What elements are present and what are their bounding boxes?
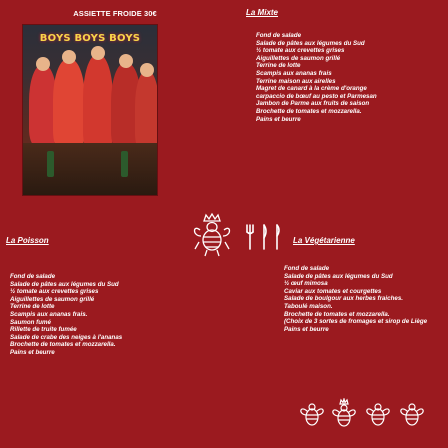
menu-item: Caviar aux tomates et courgettes (284, 287, 382, 295)
menu-item: Pains et beurre (284, 325, 329, 333)
poster-figure (135, 71, 158, 149)
poster-figure (83, 55, 113, 151)
menu-item: ½ tomate aux crevettes grises (10, 288, 99, 296)
bee-icon (367, 404, 389, 425)
menu-item: Brochette de tomates et mozzarella. (284, 310, 390, 318)
menu-item: Fond de salade (256, 32, 302, 39)
menu-item: Terrine maison aux airelles (256, 77, 336, 85)
crowned-bee-icon (333, 399, 355, 426)
section-title-vegetarienne: La Végétarienne (293, 236, 355, 245)
poster-ground (23, 143, 157, 195)
poster-head (140, 63, 154, 77)
menu-item: Pains et beurre (10, 348, 55, 356)
menu-item: Aiguillettes de saumon grillé (256, 54, 341, 62)
menu-item: Salade de boulgour aux herbes fraiches. (284, 295, 403, 303)
poster-bottle (47, 151, 54, 177)
menu-item: ½ œuf mimosa (284, 280, 328, 288)
bee-icon (301, 404, 323, 425)
poster-head (119, 54, 133, 68)
menu-item: Brochette de tomates et mozzarella. (10, 341, 116, 349)
mixte-menu-list (256, 32, 377, 123)
menu-item: Taboulé maison. (284, 302, 333, 310)
cutlery-icon (244, 222, 284, 252)
menu-item: ½ tomate aux crevettes grises (256, 47, 345, 55)
poster-head (91, 46, 105, 60)
poster-logo: BOYS BOYS BOYS (39, 33, 141, 44)
menu-item: Salade de pâtes aux légumes du Sud (256, 39, 365, 47)
menu-item: Scampis aux ananas frais. (10, 310, 88, 318)
menu-item: Fond de salade (284, 265, 330, 272)
section-title-poisson: La Poisson (6, 236, 49, 245)
menu-item: Saumon fumé (10, 318, 51, 326)
poisson-menu-list (10, 273, 122, 357)
boys-poster-image (22, 24, 158, 196)
bee-icon (401, 404, 423, 425)
menu-item: Scampis aux ananas frais (256, 69, 332, 77)
menu-item: Brochette de tomates et mozzarella. (256, 107, 362, 115)
footer-bee-icons (296, 398, 430, 432)
menu-header-title: ASSIETTE FROIDE 30€ (73, 9, 157, 18)
poster-head (62, 50, 76, 64)
menu-item: Salade de crabe des neiges à l'ananas (10, 333, 123, 341)
menu-item: Terrine de lotte (10, 303, 55, 311)
menu-item: Magret de canard à la crème d'orange (256, 85, 367, 93)
menu-item: Pains et beurre (256, 115, 301, 123)
menu-item: Aiguillettes de saumon grillé (10, 295, 95, 303)
menu-item: Terrine de lotte (256, 62, 301, 70)
crowned-bee-emblem-icon (190, 212, 234, 258)
menu-item: Salade de pâtes aux légumes du Sud (10, 280, 119, 288)
menu-item: carpaccio de bœuf au pesto et Parmesan (256, 92, 377, 100)
section-title-mixte: La Mixte (246, 8, 279, 17)
poster-figure (53, 59, 85, 149)
menu-item: Jambon de Parme aux fruits de saison (256, 100, 370, 108)
poster-bottle (121, 151, 128, 177)
poster-head (36, 57, 50, 71)
menu-item: (Choix de 3 sortes de fromages et sirop de Liège (284, 318, 428, 326)
menu-item: Salade de pâtes aux légumes du Sud (284, 272, 393, 280)
menu-item: Rillette de truite fumée (10, 326, 77, 334)
vegetarienne-menu-list (284, 265, 427, 333)
menu-item: Fond de salade (10, 273, 56, 280)
